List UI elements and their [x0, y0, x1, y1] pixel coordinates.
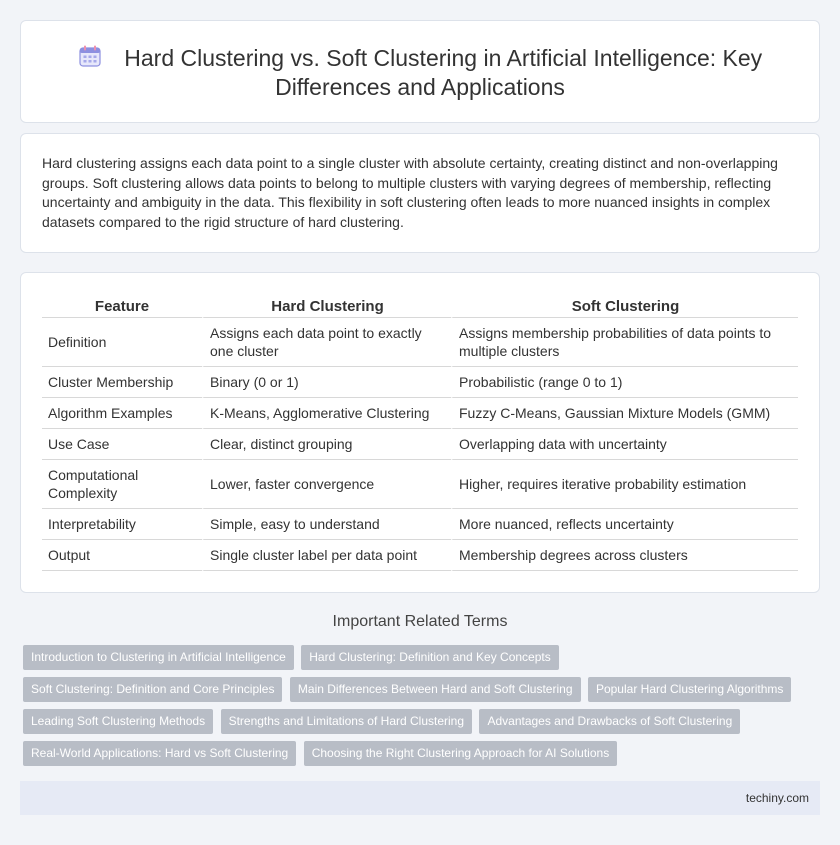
related-tag[interactable]: Leading Soft Clustering Methods [23, 709, 213, 734]
row-soft-value: More nuanced, reflects uncertainty [451, 509, 798, 540]
row-hard-value: Simple, easy to understand [202, 509, 451, 540]
title-wrap [61, 44, 779, 102]
table-row [42, 460, 798, 509]
row-hard-value: K-Means, Agglomerative Clustering [202, 398, 451, 429]
row-feature: Definition [42, 318, 202, 367]
footer-site-link[interactable]: techiny.com [745, 791, 809, 805]
row-feature: Output [42, 540, 202, 571]
related-tag[interactable]: Real-World Applications: Hard vs Soft Clustering [23, 741, 296, 766]
related-tag[interactable]: Advantages and Drawbacks of Soft Clustering [479, 709, 740, 734]
header-hard-clustering: Hard Clustering [202, 296, 451, 318]
related-terms-heading: Important Related Terms [332, 613, 508, 630]
table-row [42, 318, 798, 367]
row-soft-value: Overlapping data with uncertainty [451, 429, 798, 460]
related-tag[interactable]: Hard Clustering: Definition and Key Concepts [301, 645, 558, 670]
row-soft-value: Probabilistic (range 0 to 1) [451, 367, 798, 398]
tag-row [23, 709, 813, 741]
related-tag[interactable]: Introduction to Clustering in Artificial Intelligence [23, 645, 294, 670]
footer [20, 781, 820, 815]
row-feature: Computational Complexity [42, 460, 202, 509]
header-feature: Feature [42, 296, 202, 318]
row-soft-value: Assigns membership probabilities of data points to multiple clusters [451, 318, 798, 367]
tag-row [23, 677, 813, 709]
header-soft-clustering: Soft Clustering [451, 296, 798, 318]
comparison-card [20, 272, 820, 593]
table-row [42, 367, 798, 398]
related-tag[interactable]: Choosing the Right Clustering Approach for AI Solutions [304, 741, 618, 766]
related-tag[interactable]: Popular Hard Clustering Algorithms [588, 677, 791, 702]
page-title: Hard Clustering vs. Soft Clustering in Artificial Intelligence: Key Differences and Applications [124, 45, 763, 100]
row-hard-value: Lower, faster convergence [202, 460, 451, 509]
related-tag[interactable]: Soft Clustering: Definition and Core Principles [23, 677, 282, 702]
title-card [20, 20, 820, 123]
row-hard-value: Binary (0 or 1) [202, 367, 451, 398]
row-feature: Cluster Membership [42, 367, 202, 398]
related-tag[interactable]: Strengths and Limitations of Hard Clustering [221, 709, 472, 734]
row-feature: Use Case [42, 429, 202, 460]
comparison-table [42, 296, 798, 571]
table-row [42, 429, 798, 460]
tag-row [23, 741, 813, 773]
row-soft-value: Higher, requires iterative probability estimation [451, 460, 798, 509]
related-terms-tags [23, 645, 813, 773]
table-row [42, 540, 798, 571]
row-hard-value: Assigns each data point to exactly one cluster [202, 318, 451, 367]
table-row [42, 398, 798, 429]
row-feature: Algorithm Examples [42, 398, 202, 429]
related-tag[interactable]: Main Differences Between Hard and Soft Clustering [290, 677, 581, 702]
intro-card [20, 133, 820, 253]
row-feature: Interpretability [42, 509, 202, 540]
tag-row [23, 645, 813, 677]
row-hard-value: Clear, distinct grouping [202, 429, 451, 460]
row-hard-value: Single cluster label per data point [202, 540, 451, 571]
row-soft-value: Fuzzy C-Means, Gaussian Mixture Models (GMM) [451, 398, 798, 429]
row-soft-value: Membership degrees across clusters [451, 540, 798, 571]
table-row [42, 509, 798, 540]
intro-paragraph: Hard clustering assigns each data point to a single cluster with absolute certainty, creating distinct and non-overlapping groups. Soft clustering allows data points to belong to multiple clusters with varying degrees of membership, reflecting uncertainty and ambiguity in the data. This flexibility in soft clustering often leads to more nuanced insights in complex datasets compared to the rigid structure of hard clustering. [42, 155, 778, 230]
table-header-row [42, 296, 798, 318]
calendar-icon [78, 44, 102, 68]
